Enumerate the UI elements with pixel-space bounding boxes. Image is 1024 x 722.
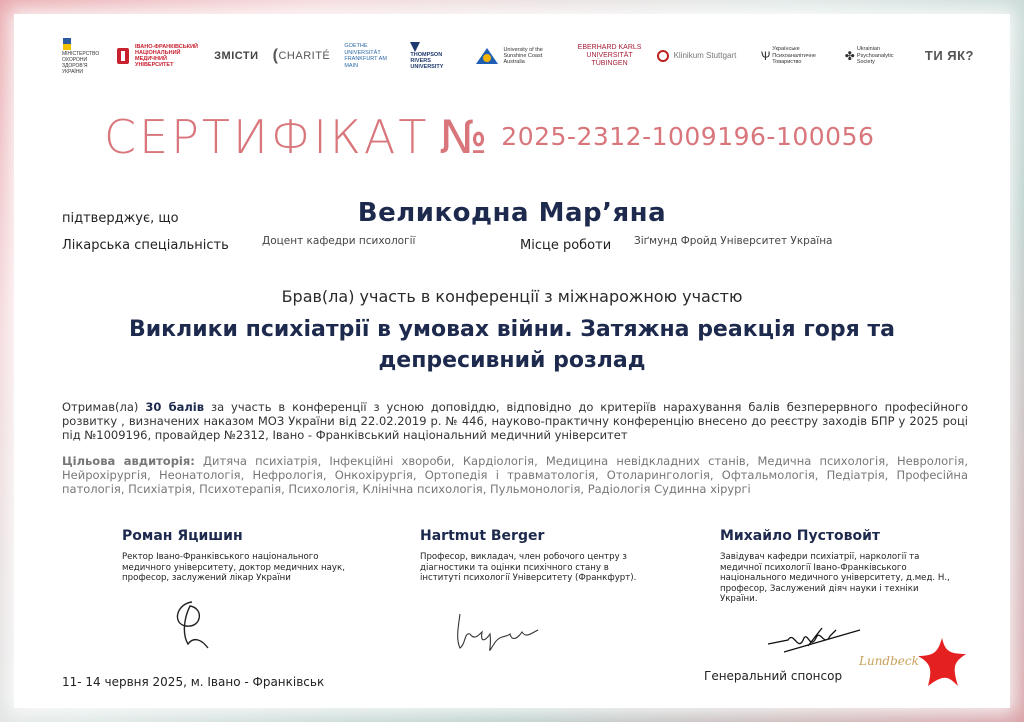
points-paragraph [62,400,968,442]
goethe-logo: GOETHE UNIVERSITÄT FRANKFURT AM MAIN [344,43,387,69]
ty-yak-logo: ТИ ЯК? [924,48,974,63]
ifnmu-logo: ІВАНО-ФРАНКІВСЬКИЙ НАЦІОНАЛЬНИЙ МЕДИЧНИЙ УНІВЕРСИТЕТ [116,44,200,68]
conference-title: Виклики психіатрії в умовах війни. Затяжна реакція горя та депресивний розлад [128,317,896,373]
tubingen-logo: EBERHARD KARLS UNIVERSITÄT TÜBINGEN [577,44,642,67]
sunshine-coast-logo: University of the Sunshine Coast Australia [476,47,562,65]
target-audience [62,454,968,496]
workplace-value: Зіґмунд Фройд Університет Україна [634,235,833,247]
points-prefix: Отримав(ла) [62,400,139,414]
audience-text: Дитяча психіатрія, Інфекційні хвороби, Кардіологія, Медицина невідкладних станів, Медична психологія, Неврологія, Нейрохірургія, Неонатологія, Нефрологія, Онкохірургія, Ортопедія і травматологія, Отоларингологія, Офтальмологія, Педіатрія, Професійна патологія, Психіатрія, Психотерапія, Психологія, Клінічна психологія, Пульмонологія, Радіологія Судинна хірургі [62,454,968,496]
confirms-text: підтверджує, що [62,211,179,226]
klinikum-emblem-icon [657,49,669,63]
upt-emblem-icon: Ѱ [760,49,771,63]
points-value: 30 балів [145,400,205,414]
trident-icon [62,37,72,51]
signatory-role: Професор, викладач, член робочого центру з діагностики та оцінки психічного стану в інституті психології Університету (Франкфурт). [420,552,637,583]
signatory-1 [122,528,362,584]
signatory-name: Михайло Пустовойт [720,528,881,544]
certificate-sheet [14,14,1010,708]
sponsor-label: Генеральний спонсор [704,669,843,683]
thompson-rivers-logo: THOMPSON RIVERS UNIVERSITY [410,42,462,70]
partner-logos [62,32,974,80]
number-sign: № [439,110,488,164]
specialty-label: Лікарська спеціальність [62,238,229,253]
certificate-title [104,110,874,164]
recipient-name: Великодна Мар’яна [357,198,667,228]
signatory-2 [420,528,640,584]
ifnmu-emblem-icon [116,47,130,65]
charite-logo: (CHARITÉ [272,47,331,65]
tru-emblem-icon [410,42,420,52]
certificate-word: СЕРТИФІКАТ [104,110,430,164]
klinikum-stuttgart-logo: Klinikum Stuttgart [657,49,747,63]
signatory-role: Завідувач кафедри психіатрії, наркології та медичної психології Івано-Франківського національного медичного університету, д.мед. Н., професор, Заслужений діяч науки і техніки України. [720,552,950,604]
signature-3-image [764,614,874,664]
starfish-icon [914,636,970,692]
specialty-value: Доцент кафедри психології [262,235,416,247]
signatory-name: Hartmut Berger [420,528,545,544]
signatory-3 [720,528,950,605]
sponsor-logo: Lundbeck [859,654,919,668]
ups-logo: ✤ Ukrainian Psychoanalytic Society [844,46,894,66]
signatory-name: Роман Яцишин [122,528,243,544]
moz-logo: МІНІСТЕРСТВО ОХОРОНИ ЗДОРОВʼЯ УКРАЇНИ [62,37,102,75]
participation-text: Брав(ла) участь в конференції з міжнарожною участю [281,287,743,306]
audience-label: Цільова авдиторія: [62,454,195,468]
upt-logo: Ѱ Українське Психоаналітичне Товариство [760,46,816,66]
date-place: 11- 14 червня 2025, м. Івано - Франківськ [62,675,325,689]
charite-c-icon: ( [272,47,279,65]
signature-1-image [162,594,222,654]
points-text: за участь в конференції з усною доповіддю, відповідно до критеріїв нарахування балів безперервного професійного розвитку , визначених наказом МОЗ України від 22.02.2019 р. № 446, науково-практичну конференцію внесено до реєстру заходів БПР у 2025 році під №1009196, провайдер №2312, Івано - Франківський національний медичний університет [62,400,968,442]
signature-2-image [450,604,550,660]
workplace-label: Місце роботи [520,238,612,253]
ups-emblem-icon: ✤ [844,49,855,63]
zmisty-logo: ЗМІСТИ [214,50,259,62]
certificate-number: 2025-2312-1009196-100056 [501,122,875,151]
usc-emblem-icon [476,48,498,64]
signatory-role: Ректор Івано-Франківського національного медичного університету, доктор медичних наук, професор, заслужений лікар України [122,552,345,583]
